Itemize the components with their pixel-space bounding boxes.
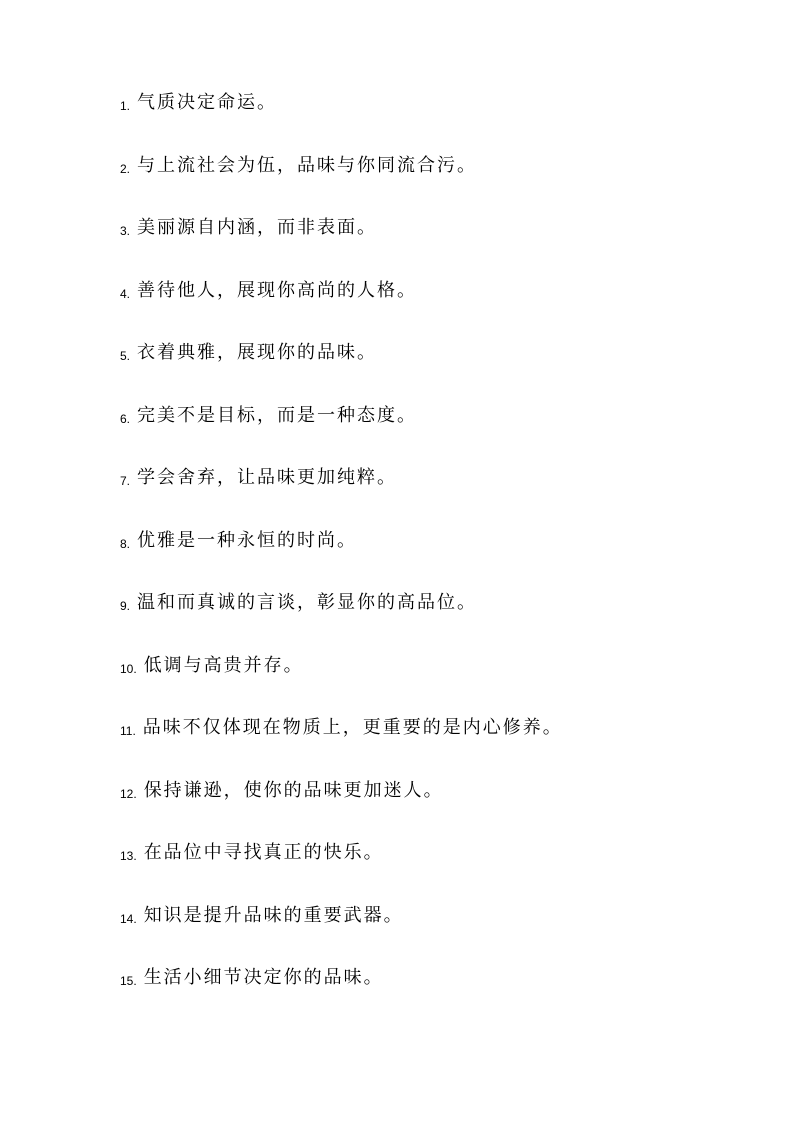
list-item	[120, 903, 760, 966]
item-number: 1.	[120, 99, 131, 113]
item-number: 10.	[120, 661, 137, 676]
numbered-list	[120, 90, 760, 1028]
list-item	[120, 965, 760, 1028]
item-number: 5.	[120, 349, 131, 363]
item-text: 生活小细节决定你的品味。	[143, 967, 384, 988]
item-text: 学会舍弃，让品味更加纯粹。	[137, 467, 398, 488]
item-number: 12.	[120, 786, 137, 801]
item-text: 完美不是目标，而是一种态度。	[137, 404, 418, 426]
item-number: 6.	[120, 411, 131, 426]
item-text: 衣着典雅，展现你的品味。	[137, 342, 378, 363]
list-item	[120, 528, 760, 591]
item-text: 品味不仅体现在物质上，更重要的是内心修养。	[142, 717, 563, 738]
item-number: 4.	[120, 286, 131, 301]
list-item	[120, 590, 760, 653]
list-item	[120, 778, 760, 841]
list-item	[120, 153, 760, 216]
item-number: 15.	[120, 974, 137, 988]
item-text: 低调与高贵并存。	[143, 654, 304, 676]
list-item	[120, 715, 760, 778]
item-number: 13.	[120, 849, 137, 863]
item-text: 美丽源自内涵，而非表面。	[137, 217, 378, 238]
item-text: 优雅是一种永恒的时尚。	[137, 529, 358, 551]
item-number: 2.	[120, 161, 131, 176]
list-item	[120, 840, 760, 903]
item-text: 知识是提升品味的重要武器。	[143, 904, 404, 926]
list-item	[120, 278, 760, 341]
list-item	[120, 90, 760, 153]
item-text: 气质决定命运。	[137, 92, 278, 113]
item-number: 9.	[120, 599, 131, 613]
list-item	[120, 465, 760, 528]
item-text: 与上流社会为伍，品味与你同流合污。	[137, 154, 478, 176]
item-number: 14.	[120, 911, 137, 926]
item-text: 在品位中寻找真正的快乐。	[143, 842, 384, 863]
item-number: 3.	[120, 224, 131, 238]
item-text: 善待他人，展现你高尚的人格。	[137, 279, 418, 301]
list-item	[120, 653, 760, 716]
list-item	[120, 403, 760, 466]
item-number: 8.	[120, 536, 131, 551]
item-number: 7.	[120, 474, 131, 488]
item-text: 温和而真诚的言谈，彰显你的高品位。	[137, 592, 478, 613]
item-text: 保持谦逊，使你的品味更加迷人。	[143, 779, 444, 801]
list-item	[120, 340, 760, 403]
item-number: 11.	[120, 724, 136, 738]
list-item	[120, 215, 760, 278]
